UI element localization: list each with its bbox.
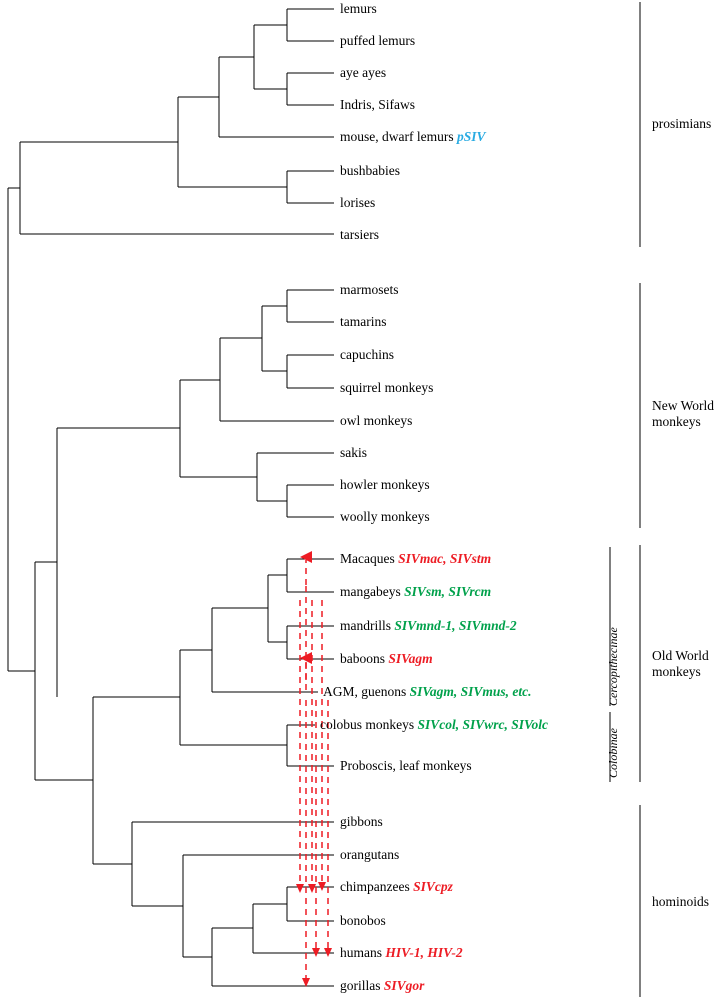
taxon-label-mandrills: mandrills SIVmnd-1, SIVmnd-2 xyxy=(340,618,517,633)
virus-label-sivsm: SIVsm, SIVrcm xyxy=(404,584,492,599)
group-label-prosimians: prosimians xyxy=(652,116,712,131)
taxon-label-macaques: Macaques SIVmac, SIVstm xyxy=(340,551,492,566)
taxon-label-lemurs: lemurs xyxy=(340,1,377,16)
taxon-label-mouse-dwarf-lemurs: mouse, dwarf lemurs pSIV xyxy=(340,129,486,144)
taxon-label-proboscis-leaf-monkeys: Proboscis, leaf monkeys xyxy=(340,758,472,773)
group-label-old-world-monkeys: Old World monkeys xyxy=(652,648,709,679)
virus-label-sivagm-baboon: SIVagm xyxy=(388,651,433,666)
taxon-label-woolly-monkeys: woolly monkeys xyxy=(340,509,430,524)
taxon-label-colobus-monkeys: colobus monkeys SIVcol, SIVwrc, SIVolc xyxy=(320,717,549,732)
taxon-label-gibbons: gibbons xyxy=(340,814,383,829)
taxon-label-capuchins: capuchins xyxy=(340,347,394,362)
virus-label-sivgor: SIVgor xyxy=(383,978,425,993)
taxon-label-tamarins: tamarins xyxy=(340,314,387,329)
subfamily-label-colobinae: Colobinae xyxy=(606,728,620,778)
virus-label-sivcol: SIVcol, SIVwrc, SIVolc xyxy=(417,717,549,732)
taxon-label-tarsiers: tarsiers xyxy=(340,227,379,242)
taxon-label-mangabeys: mangabeys SIVsm, SIVrcm xyxy=(340,584,492,599)
virus-label-sivmnd: SIVmnd-1, SIVmnd-2 xyxy=(394,618,517,633)
taxon-label-gorillas: gorillas SIVgor xyxy=(340,978,425,993)
virus-label-sivcpz: SIVcpz xyxy=(413,879,453,894)
virus-label-sivagm: SIVagm, SIVmus, etc. xyxy=(409,684,532,699)
group-label-hominoids: hominoids xyxy=(652,894,710,909)
taxon-label-humans: humans HIV-1, HIV-2 xyxy=(340,945,463,960)
taxon-label-bonobos: bonobos xyxy=(340,913,386,928)
taxon-label-squirrel-monkeys: squirrel monkeys xyxy=(340,380,434,395)
virus-label-hiv: HIV-1, HIV-2 xyxy=(385,945,463,960)
taxon-label-agm-guenons: AGM, guenons SIVagm, SIVmus, etc. xyxy=(323,684,532,699)
virus-label-sivmac: SIVmac, SIVstm xyxy=(398,551,492,566)
taxon-label-marmosets: marmosets xyxy=(340,282,399,297)
taxon-label-bushbabies: bushbabies xyxy=(340,163,400,178)
virus-label-psiv: pSIV xyxy=(456,129,486,144)
taxon-label-baboons: baboons SIVagm xyxy=(340,651,433,666)
taxon-label-owl-monkeys: owl monkeys xyxy=(340,413,413,428)
taxon-label-aye-ayes: aye ayes xyxy=(340,65,387,80)
taxon-label-chimpanzees: chimpanzees SIVcpz xyxy=(340,879,453,894)
taxon-label-lorises: lorises xyxy=(340,195,376,210)
taxon-label-howler-monkeys: howler monkeys xyxy=(340,477,430,492)
group-label-new-world-monkeys: New World monkeys xyxy=(652,398,715,429)
subfamily-label-cercopithecinae: Cercopithecinae xyxy=(606,627,620,706)
taxon-label-indris-sifaws: Indris, Sifaws xyxy=(340,97,415,112)
taxon-label-sakis: sakis xyxy=(340,445,367,460)
taxon-label-orangutans: orangutans xyxy=(340,847,400,862)
taxon-label-puffed-lemurs: puffed lemurs xyxy=(340,33,416,48)
